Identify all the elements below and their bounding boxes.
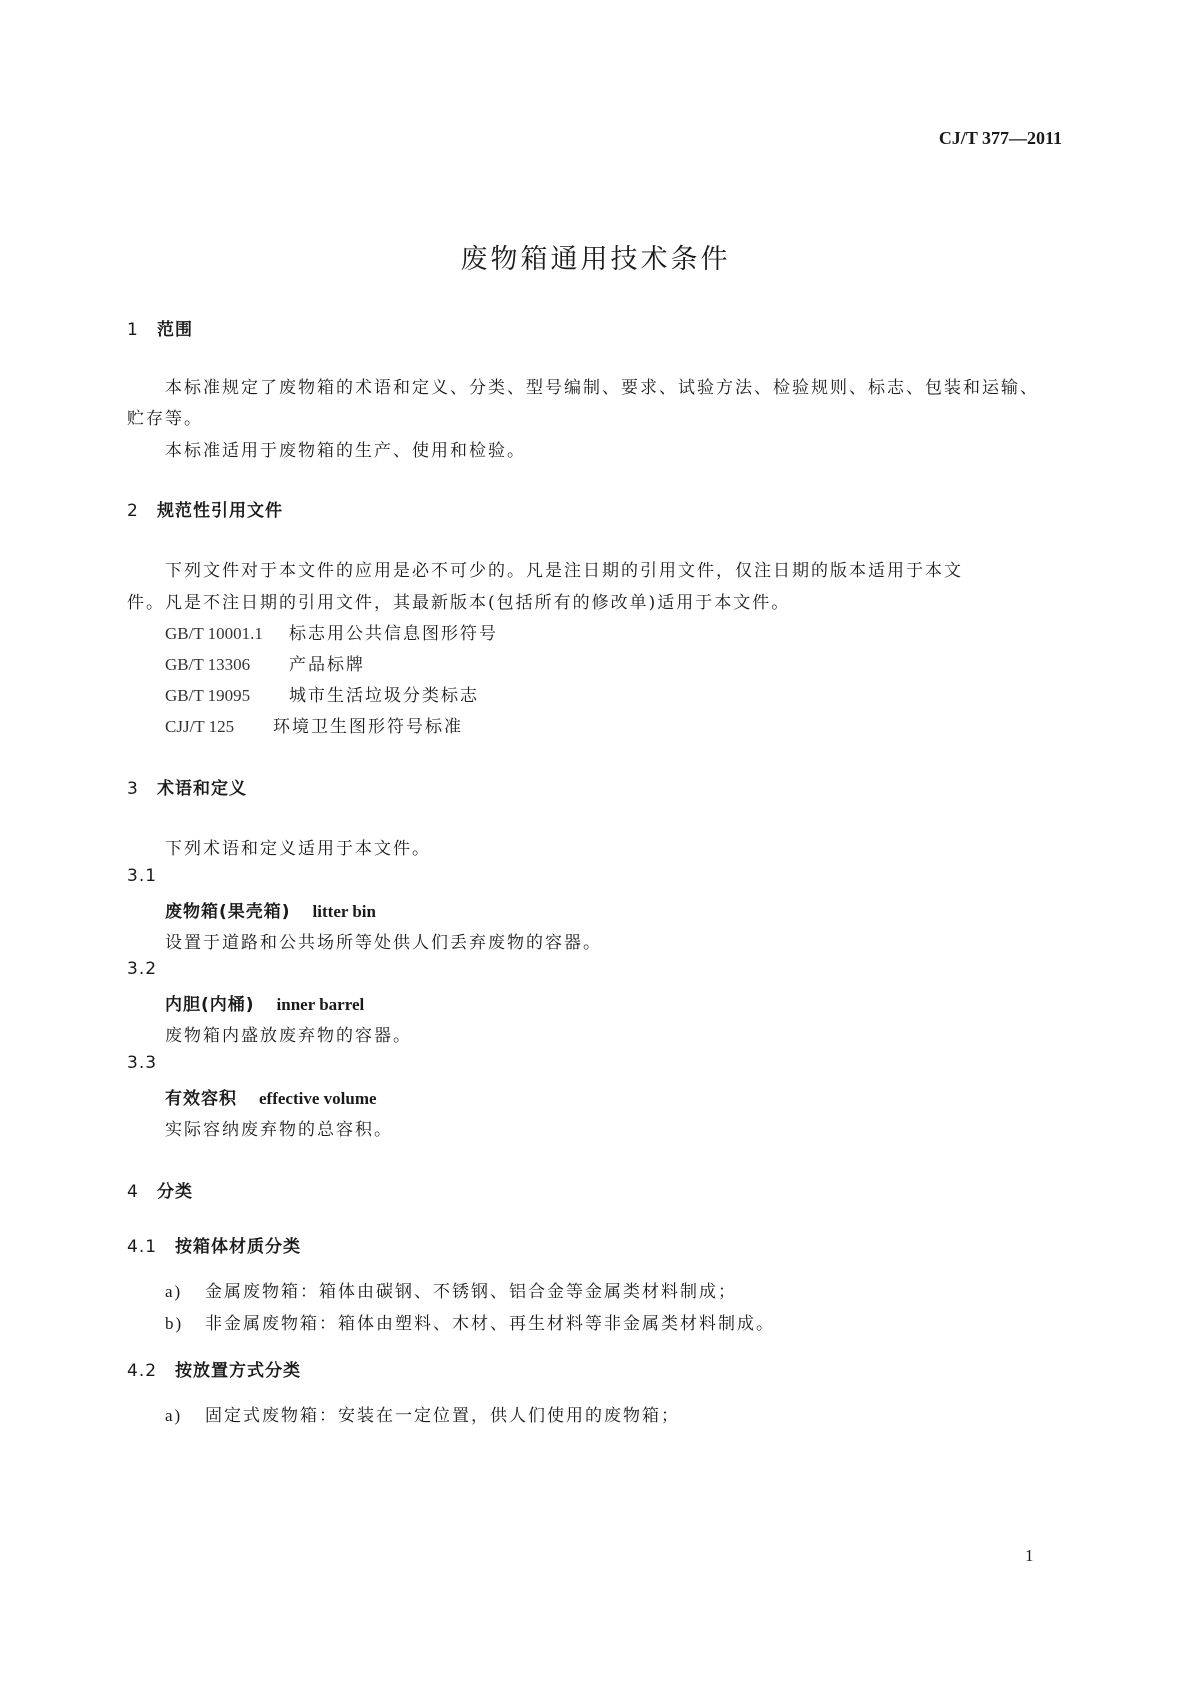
section-2-heading (127, 496, 283, 521)
list-text: 金属废物箱：箱体由碳钢、不锈钢、铝合金等金属类材料制成； (205, 1282, 737, 1302)
reference-title: 环境卫生图形符号标准 (273, 717, 463, 737)
paragraph-continuation: 件。凡是不注日期的引用文件，其最新版本(包括所有的修改单)适用于本文件。 (127, 593, 791, 613)
term-number: 3.2 (127, 959, 158, 979)
standard-code: CJ/T 377—2011 (938, 128, 1062, 148)
page-number: 1 (1025, 1546, 1034, 1565)
term-definition: 实际容纳废弃物的总容积。 (165, 1120, 393, 1140)
paragraph: 本标准规定了废物箱的术语和定义、分类、型号编制、要求、试验方法、检验规则、标志、包装和运输、 (165, 378, 1039, 398)
term-heading (165, 897, 376, 922)
section-number: 3 (127, 779, 139, 799)
section-title: 范围 (157, 320, 193, 340)
subsection-number: 4.2 (127, 1361, 158, 1381)
section-number: 2 (127, 501, 139, 521)
reference-code: GB/T 13306 (165, 655, 251, 674)
section-1-heading (127, 315, 193, 340)
reference-title: 标志用公共信息图形符号 (289, 624, 498, 644)
subsection-4-1-heading (127, 1232, 301, 1257)
term-en: litter bin (312, 902, 376, 921)
term-definition: 废物箱内盛放废弃物的容器。 (165, 1026, 412, 1046)
subsection-number: 4.1 (127, 1237, 158, 1257)
term-number: 3.1 (127, 866, 158, 886)
list-item (165, 1309, 775, 1334)
section-title: 规范性引用文件 (157, 501, 283, 521)
section-title: 术语和定义 (157, 779, 247, 799)
list-item (165, 1401, 680, 1426)
reference-item (165, 681, 479, 706)
subsection-title: 按箱体材质分类 (175, 1237, 301, 1257)
term-definition: 设置于道路和公共场所等处供人们丢弃废物的容器。 (165, 933, 602, 953)
subsection-title: 按放置方式分类 (175, 1361, 301, 1381)
section-3-heading (127, 774, 247, 799)
term-heading (165, 1084, 377, 1109)
term-zh: 有效容积 (165, 1089, 237, 1109)
list-text: 非金属废物箱：箱体由塑料、木材、再生材料等非金属类材料制成。 (205, 1314, 775, 1334)
section-number: 4 (127, 1182, 139, 1202)
subsection-4-2-heading (127, 1356, 301, 1381)
paragraph-continuation: 贮存等。 (127, 409, 203, 429)
paragraph: 下列文件对于本文件的应用是必不可少的。凡是注日期的引用文件，仅注日期的版本适用于本文 (165, 561, 963, 581)
list-marker: a) (165, 1406, 183, 1425)
reference-title: 产品标牌 (289, 655, 365, 675)
list-text: 固定式废物箱：安装在一定位置，供人们使用的废物箱； (205, 1406, 680, 1426)
term-zh: 废物箱(果壳箱) (165, 902, 291, 922)
reference-code: GB/T 19095 (165, 686, 251, 705)
list-marker: a) (165, 1282, 183, 1301)
document-title: 废物箱通用技术条件 (460, 244, 731, 275)
term-zh: 内胆(内桶) (165, 995, 255, 1015)
section-4-heading (127, 1177, 193, 1202)
section-number: 1 (127, 320, 139, 340)
reference-title: 城市生活垃圾分类标志 (289, 686, 479, 706)
reference-code: GB/T 10001.1 (165, 624, 263, 643)
paragraph: 下列术语和定义适用于本文件。 (165, 839, 431, 859)
term-en: effective volume (259, 1089, 377, 1108)
list-item (165, 1277, 737, 1302)
reference-item (165, 712, 463, 737)
section-title: 分类 (157, 1182, 193, 1202)
list-marker: b) (165, 1314, 184, 1333)
reference-item (165, 619, 498, 644)
paragraph: 本标准适用于废物箱的生产、使用和检验。 (165, 441, 526, 461)
term-number: 3.3 (127, 1053, 158, 1073)
term-en: inner barrel (276, 995, 365, 1014)
reference-code: CJJ/T 125 (165, 717, 235, 736)
term-heading (165, 990, 364, 1015)
reference-item (165, 650, 365, 675)
